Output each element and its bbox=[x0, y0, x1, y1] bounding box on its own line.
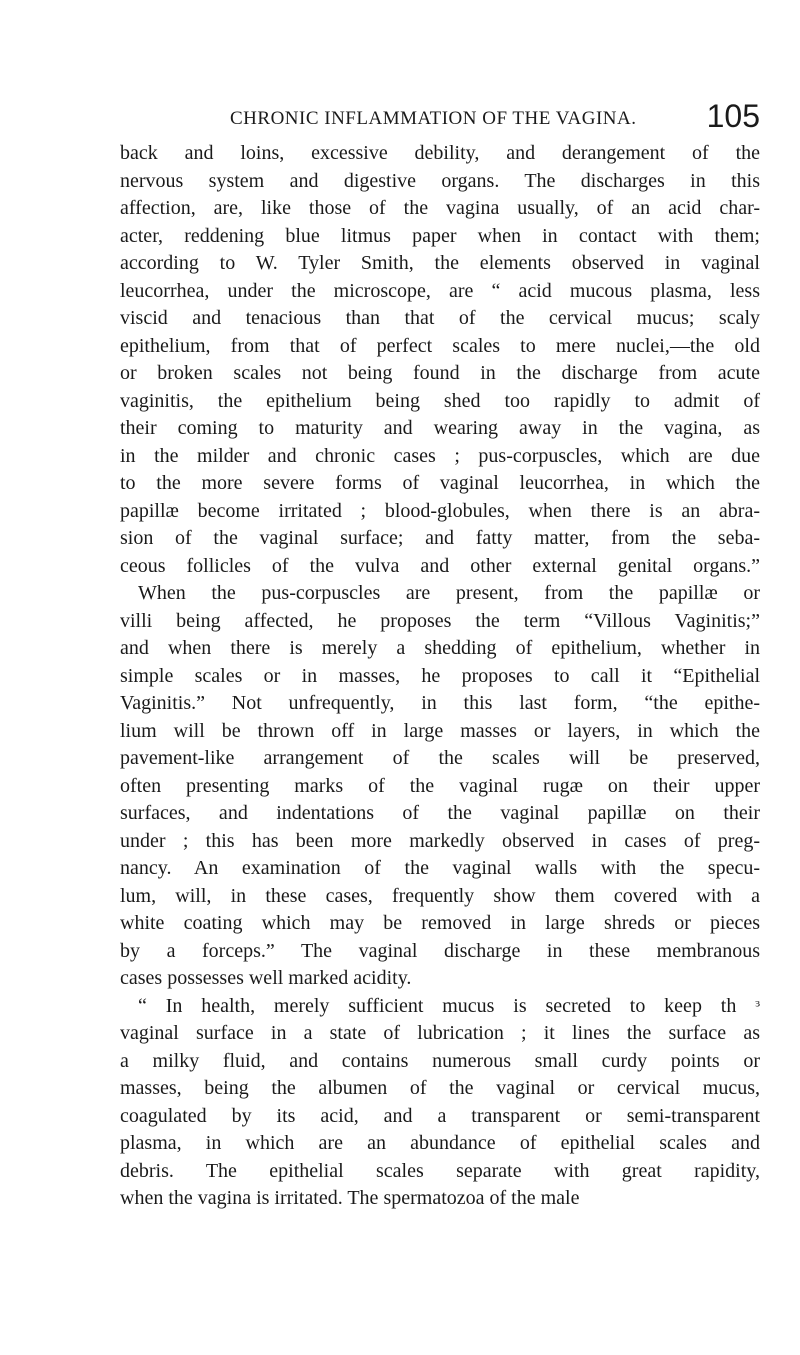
text-line: by a forceps.” The vaginal discharge in these membranous bbox=[120, 939, 760, 962]
text-line: vaginal surface in a state of lubrication ; it lines the surface as bbox=[120, 1022, 760, 1044]
text-line: masses, being the albumen of the vaginal or cervical mucus, bbox=[120, 1077, 760, 1099]
text-line: white coating which may be removed in large shreds or pieces bbox=[120, 912, 760, 934]
text-line: to the more severe forms of vaginal leucorrhea, in which the bbox=[120, 472, 760, 494]
running-title: CHRONIC INFLAMMATION OF THE VAGINA. bbox=[230, 108, 637, 129]
text-line: sion of the vaginal surface; and fatty matter, from the seba- bbox=[120, 527, 760, 549]
text-line: according to W. Tyler Smith, the elements observed in vaginal bbox=[120, 252, 760, 274]
text-line: back and loins, excessive debility, and derangement of the bbox=[120, 142, 760, 164]
text-line: debris. The epithelial scales separate with great rapidity, bbox=[120, 1159, 760, 1182]
text-line: their coming to maturity and wearing away in the vagina, as bbox=[120, 417, 760, 439]
text-line: or broken scales not being found in the discharge from acute bbox=[120, 362, 760, 384]
text-line: and when there is merely a shedding of epithelium, whether in bbox=[120, 637, 760, 659]
text-line: when the vagina is irritated. The spermatozoa of the male bbox=[120, 1187, 580, 1209]
text-line: often presenting marks of the vaginal rugæ on their upper bbox=[120, 774, 760, 797]
text-line: epithelium, from that of perfect scales to mere nuclei,—the old bbox=[120, 334, 760, 357]
text-line: villi being affected, he proposes the term “Villous Vaginitis;” bbox=[120, 609, 760, 632]
text-line: papillæ become irritated ; blood-globules, when there is an abra- bbox=[120, 499, 760, 522]
running-head bbox=[120, 98, 760, 138]
text-line: under ; this has been more markedly observed in cases of preg- bbox=[120, 829, 760, 852]
text-line: When the pus-corpuscles are present, from the papillæ or bbox=[138, 582, 760, 604]
text-line: vaginitis, the epithelium being shed too rapidly to admit of bbox=[120, 389, 760, 412]
text-line: “ In health, merely sufficient mucus is secreted to keep th ᵌ bbox=[138, 994, 760, 1017]
text-line: viscid and tenacious than that of the cervical mucus; scaly bbox=[120, 307, 760, 329]
text-line: surfaces, and indentations of the vaginal papillæ on their bbox=[120, 802, 760, 824]
page-number: 105 bbox=[706, 98, 760, 134]
text-line: affection, are, like those of the vagina usually, of an acid char- bbox=[120, 197, 760, 219]
text-line: lum, will, in these cases, frequently show them covered with a bbox=[120, 884, 760, 907]
text-line: cases possesses well marked acidity. bbox=[120, 967, 412, 989]
text-line: plasma, in which are an abundance of epithelial scales and bbox=[120, 1132, 760, 1154]
text-line: acter, reddening blue litmus paper when in contact with them; bbox=[120, 224, 760, 247]
text-line: nancy. An examination of the vaginal walls with the specu- bbox=[120, 857, 760, 879]
text-line: nervous system and digestive organs. The discharges in this bbox=[120, 169, 760, 192]
text-line: ceous follicles of the vulva and other external genital organs.” bbox=[120, 554, 760, 577]
text-line: a milky fluid, and contains numerous small curdy points or bbox=[120, 1049, 760, 1072]
text-line: in the milder and chronic cases ; pus-corpuscles, which are due bbox=[120, 444, 760, 467]
text-line: simple scales or in masses, he proposes to call it “Epithelial bbox=[120, 664, 760, 687]
text-line: lium will be thrown off in large masses or layers, in which the bbox=[120, 719, 760, 742]
text-line: coagulated by its acid, and a transparent or semi-transparent bbox=[120, 1104, 760, 1127]
text-line: leucorrhea, under the microscope, are “ acid mucous plasma, less bbox=[120, 279, 760, 302]
body-text bbox=[120, 140, 760, 1213]
text-line: pavement-like arrangement of the scales will be preserved, bbox=[120, 747, 760, 769]
text-line: Vaginitis.” Not unfrequently, in this last form, “the epithe- bbox=[120, 692, 760, 714]
